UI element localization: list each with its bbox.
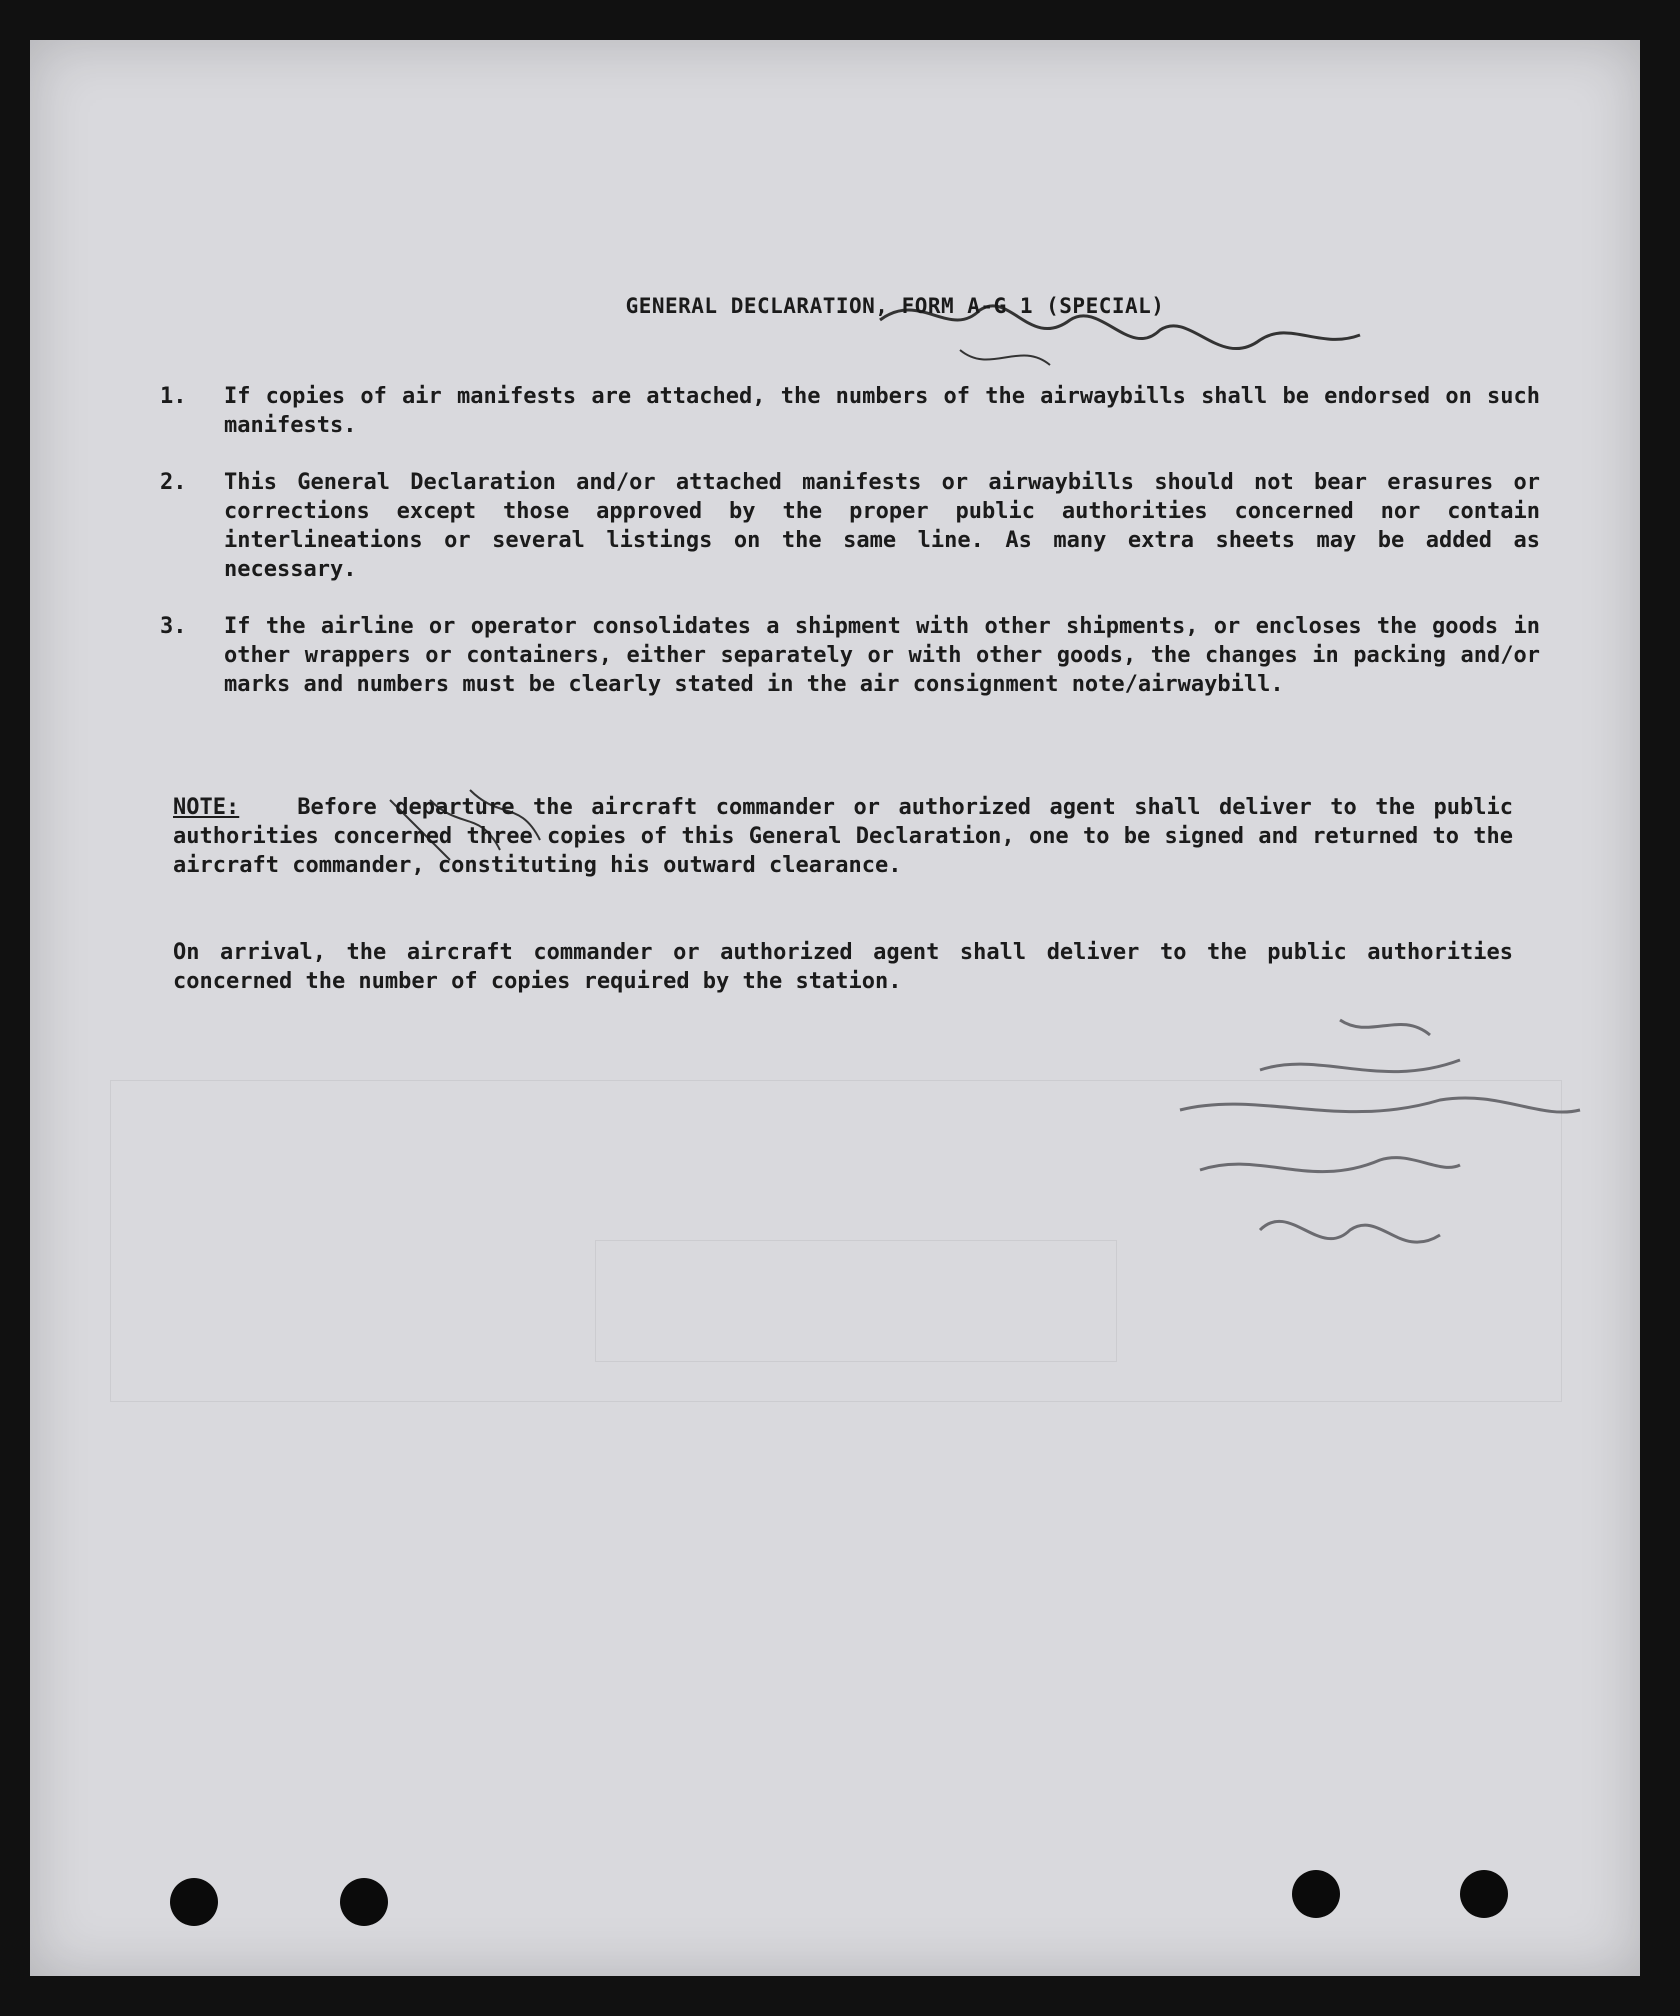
punch-hole (1292, 1870, 1340, 1918)
item-number: 2. (160, 470, 187, 495)
bleed-through-box (595, 1240, 1117, 1362)
instruction-item (160, 382, 1540, 440)
document-page (30, 40, 1640, 1976)
instruction-item (160, 612, 1540, 699)
arrival-paragraph: On arrival, the aircraft commander or authorized agent shall deliver to the public authorities concerned the number of copies required by the station. (173, 940, 1513, 994)
item-text: If copies of air manifests are attached, the numbers of the airwaybills shall be endorsed on such manifests. (224, 384, 1540, 438)
note-paragraph (173, 793, 1513, 880)
item-text: This General Declaration and/or attached manifests or airwaybills should not bear erasures or corrections except those approved by the proper public authorities concerned nor contain interlineations or several listings on the same line. As many extra sheets may be added as necessary. (224, 470, 1540, 582)
punch-hole (340, 1878, 388, 1926)
handwritten-notes (1140, 1000, 1620, 1300)
punch-hole (170, 1878, 218, 1926)
item-text: If the airline or operator consolidates a shipment with other shipments, or encloses the goods in other wrappers or containers, either separately or with other goods, the changes in packing and/or marks and numbers must be clearly stated in the air consignment note/airwaybill. (224, 614, 1540, 697)
item-number: 3. (160, 614, 187, 639)
instruction-item (160, 468, 1540, 584)
punch-hole (1460, 1870, 1508, 1918)
item-number: 1. (160, 384, 187, 409)
instruction-list (160, 382, 1540, 727)
note-text: Before departure the aircraft commander or authorized agent shall deliver to the public authorities concerned three copies of this General Declaration, one to be signed and returned to the aircraft commander, constituting his outward clearance. (173, 795, 1513, 878)
note-label: NOTE: (173, 795, 240, 820)
form-title: GENERAL DECLARATION, FORM A-G 1 (SPECIAL) (625, 294, 1165, 318)
